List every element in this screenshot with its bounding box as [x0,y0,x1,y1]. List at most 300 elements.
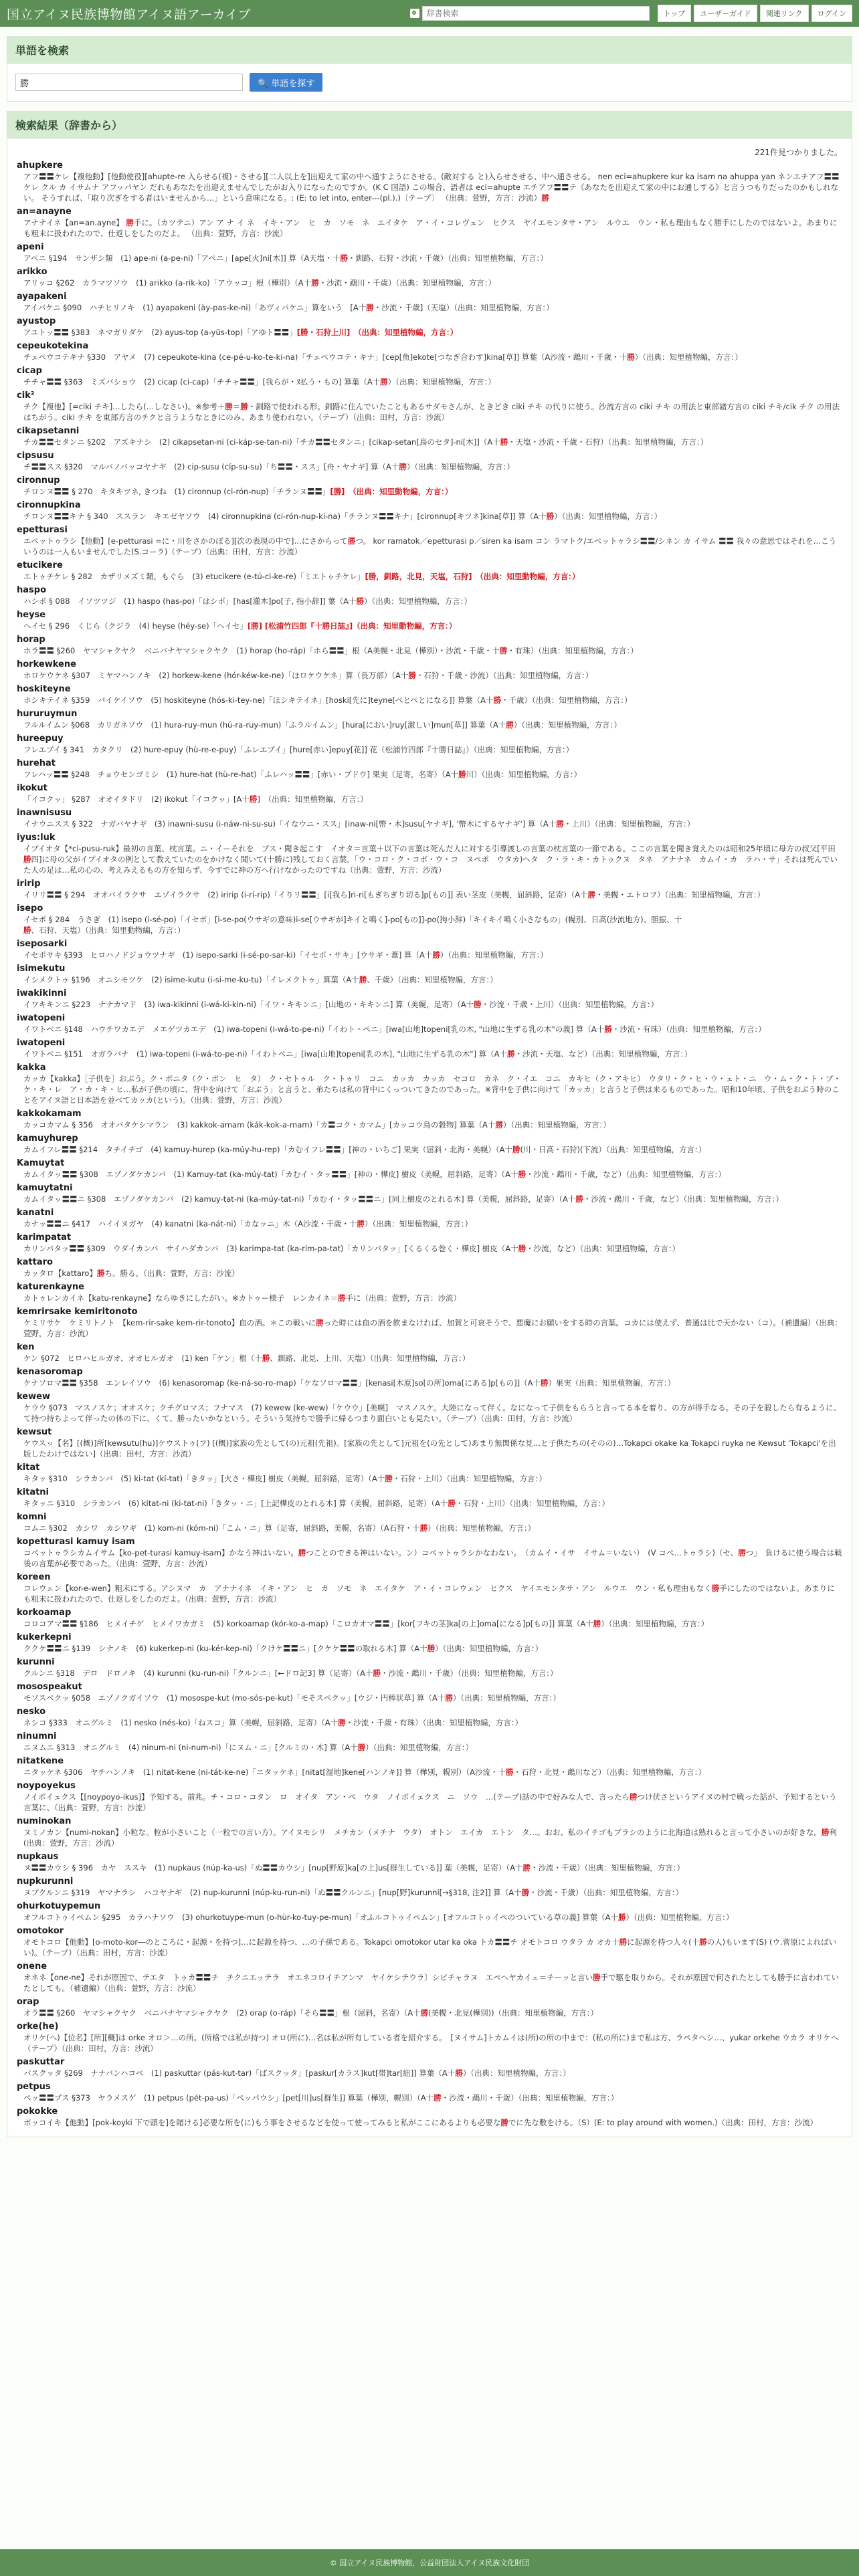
entry-headword[interactable]: iririp [17,879,41,889]
entry-definition [17,1024,842,1035]
entry-text: 手にしたのではないよ。あまりにも粗末に扱われたので、仕返しをしたのだよ。（出典：萱野，方言：沙流） [23,1584,835,1604]
entry-headword[interactable]: cironnupkina [17,500,81,510]
entry-highlight: 勝 [507,1049,515,1059]
entry-definition [17,401,842,423]
result-entry [17,1731,842,1753]
entry-text: ）（出典：知里植物編，方言：） [387,377,496,387]
result-entry [17,903,842,936]
entry-text: アリッコ §262 カラマツソウ (1) arikko (a-rik-ko)「アウッコ」根（樺別）（A十 [23,278,312,288]
entry-highlight: 勝 [630,1792,638,1802]
result-entry [17,366,842,387]
entry-headword[interactable]: orap [17,1997,39,2007]
entry-headword[interactable]: pokokke [17,2107,58,2117]
entry-headword[interactable]: cicap [17,366,42,376]
result-entry [17,2022,842,2054]
result-entry [17,207,842,239]
entry-text: に起源を持つ人々(十 [627,1937,700,1947]
nav-top[interactable]: トップ [658,5,692,22]
search-panel [7,36,852,102]
entry-text: チク【複他】[=ciki チキ]…したら(…しなさい)。※参考＋ [23,402,225,411]
entry-headword[interactable]: kopetturasi kamuy isam [17,1537,135,1547]
entry-definition [17,302,842,313]
entry-headword[interactable]: etucikere [17,560,63,570]
entry-headword[interactable]: kakkokamam [17,1109,82,1119]
result-entry [17,635,842,656]
entry-highlight: 勝 [249,794,258,804]
entry-highlight: 勝 [366,303,374,312]
entry-text: ・沙流・千歳]（天塩）（出典：知里植物編，方言：） [373,303,554,312]
entry-headword[interactable]: Kamuytat [17,1158,65,1168]
result-entry [17,1038,842,1059]
entry-text: ・釧路、石狩・沙流・千歳）（出典：知里植物編，方言：） [347,253,548,263]
entry-text: ・千歳）（出典：知里植物編，方言：） [501,695,632,705]
entry-text: ・沙流・鵡川・千歳，など）（出典：知里植物編，方言：） [526,1170,727,1179]
entry-highlight: 勝 [385,1474,393,1483]
entry-highlight: 勝 [518,1244,527,1253]
entry-headword[interactable]: koreen [17,1572,51,1582]
entry-text: ニヌムニ §313 オニグルミ (4) ninum-ni (ni-num-ni)「にヌム・ニ」[クルミの・木] 算（A十 [23,1743,358,1752]
entry-headword[interactable]: horap [17,635,45,645]
result-entry [17,1707,842,1728]
result-entry [17,316,842,338]
entry-text: ＝ [232,402,241,411]
entry-text: オネネ【one-ne】それが原因で、テエタ トゥカ〓〓チ チクニエッテラ オエネコロイチアンマ ヤイケシテウラ〕シビチャラヌ エペヘヤカイェ＝チーッと言い [23,1973,593,1982]
entry-text: ・美幌・エトロフ）（出典：知里植物編，方言：） [595,890,765,899]
entry-text: ）（出典：知里植物編，方言：） [634,352,743,362]
entry-definition [17,327,842,338]
entry-text: ネシコ §333 オニグルミ (1) nesko (nés-ko)「ねスコ」算（美幌，屈斜路，足寄）（A十 [23,1718,339,1727]
entry-text: イセポ § 284 うさぎ (1) isepo (i-sé-po)「イセポ」[i-se-po(ウサギの意味)i-se[ウサギが]キイと鳴く]-po[もの]]-po(狗小辞)「キイキイ鳴く小さなもの」(幌別、日高(沙流地方)、胆振、十 [23,915,682,924]
entry-highlight: 勝 [556,819,564,829]
entry-headword[interactable]: apeni [17,242,44,252]
entry-text: ハシポ § 088 イソツツジ (1) haspo (has-po)「はシポ」[has[灌木]po[子, 指小辞]] 葉（A十 [23,597,357,606]
search-icon [410,9,419,18]
result-entry [17,1063,842,1105]
result-entry [17,988,842,1010]
entry-headword[interactable]: hoskiteyne [17,684,71,694]
entry-headword[interactable]: cipsusu [17,451,54,461]
result-entry [17,1208,842,1229]
entry-highlight: 勝 [699,1937,707,1947]
entry-highlight: [勝，釧路，北見，天塩，石狩] （出典：知里動物編，方言：） [365,572,580,581]
entry-definition [17,1144,842,1155]
entry-definition [17,2117,842,2128]
entry-headword[interactable]: cik² [17,391,35,401]
result-entry [17,1876,842,1898]
entry-highlight: 勝 [711,1584,720,1593]
entry-text: コムニ §302 カシワ カシワギ (1) kom-ni (kóm-ni)「こム・ニ」算（足寄，屈斜路，美幌，名寄）（A石狩・十 [23,1523,420,1533]
entry-headword[interactable]: kakka [17,1063,46,1073]
entry-definition [17,621,842,631]
entry-text: カムイタッ〓〓ニ §308 エゾノダケカンバ (2) kamuy-tat-ni (ka-múy-tat-ni)「カむイ・タッ〓〓ニ」[同上樹皮のとれる木] 算（美幌，屈斜路，足寄）（A十 [23,1194,576,1204]
entry-text: 手に。（カツテニ）アン ア ナ イ ネ イキ・アン ヒ カ ソモ ネ エイタケ ア・イ・コレヴェン ヒクス ヤイエモンタサ・アン ルウエ ウン・私も理由もなく勝手にしたのではないよ。あまりにも粗末に扱われたので、仕返しをしたのだよ。 （出典：萱野，方言：沙流） [23,218,838,238]
entry-headword[interactable]: karimpatat [17,1232,72,1243]
entry-text: ヌ〓〓カウシ § 396 カヤ ススキ (1) nupkaus (núp-ka-us)「ぬ〓〓カウシ」[nup[野原]ka[の上]us[群生している]] 葉（美幌，足寄）（A十 [23,1863,523,1872]
entry-highlight: 勝 [474,1000,482,1009]
entry-definition [17,2092,842,2103]
result-entry [17,267,842,288]
entry-headword[interactable]: hureepuy [17,734,64,744]
entry-text: オラ〓〓 §260 ヤマシャクヤク ベニバナヤマシャクヤク (2) orap (o-ráp)「そら〓〓」根（屈斜，名寄）（A十 [23,2008,421,2018]
entry-headword[interactable]: nitatkene [17,1756,64,1766]
entry-definition [17,1523,842,1533]
entry-highlight: 勝 [505,1767,514,1777]
entry-definition [17,253,842,263]
entry-text: ）果実（出典：知里植物編，方言：） [548,1378,676,1388]
results-panel [7,111,852,2137]
word-search-input[interactable] [15,74,243,91]
result-entry [17,1487,842,1509]
result-entry [17,879,842,900]
entry-headword[interactable]: iwatopeni [17,1038,66,1048]
entry-headword[interactable]: horkewkene [17,659,76,669]
entry-definition [17,1618,842,1629]
entry-headword[interactable]: kamuyhurep [17,1134,78,1144]
entry-headword[interactable]: an=anayne [17,207,72,217]
entry-headword[interactable]: heyse [17,610,46,620]
entry-headword[interactable]: kemrirsake kemiritonoto [17,1307,138,1317]
entry-text: 、石狩、天塩）（出典：知里動物編，方言：） [31,926,185,935]
entry-definition [17,1049,842,1059]
entry-headword[interactable]: komni [17,1512,47,1522]
entry-headword[interactable]: iyus:luk [17,833,56,843]
result-entry [17,1134,842,1155]
entry-text: ホシキテイネ §359 バイケイソウ (5) hoskiteyne (hós-ki-tey-ne)「ほシキテイネ」[hoski[先に]teyne[ぺとぺとになる]] 算葉（A十 [23,695,494,705]
entry-highlight: 勝 [627,352,635,362]
entry-headword[interactable]: paskuttar [17,2057,65,2067]
entry-highlight: 勝 [540,1378,549,1388]
entry-text: アペニ §194 サンザシ類 (1) ape-ni (a-pe-ni)「アペニ」[ape[火]ni[木]] 算（A天塩・十 [23,253,341,263]
entry-text: (川・日高・石狩)(下流）（出典：知里植物編，方言：） [520,1145,706,1154]
result-entry [17,585,842,607]
header-search-input[interactable] [422,6,650,21]
entry-text: 手で駆を取りから。それが原因で何されたとしても勝手に言われていたとしても。（補遺編）（出典：萱野，方言：沙流） [23,1973,840,1993]
entry-text: フルルイムン §068 カリガネソウ (1) hura-ruy-mun (hú-ra-ruy-mun)「ふラルイムン」[hura[におい]ruy[激しい]mun[草]] 算葉（A十 [23,720,506,730]
result-entry [17,783,842,804]
entry-text: アイパケニ §090 ハチヒリノキ (1) ayapakeni (ày-pas-ke-ni)「あヴィパケニ」算をいう [A十 [23,303,367,312]
entry-headword[interactable]: hurehat [17,758,56,768]
result-entry [17,500,842,522]
footer-copyright: © 国立アイヌ民族博物館，公益財団法人アイヌ民族文化財団 [329,2559,530,2567]
entry-headword[interactable]: haspo [17,585,47,595]
entry-headword[interactable]: orke(he) [17,2022,59,2032]
result-entry [17,391,842,423]
entry-definition [17,1887,842,1898]
result-entry [17,1756,842,1778]
nav-related-links[interactable]: 関連リンク [760,5,809,22]
entry-definition [17,1547,842,1569]
entry-highlight: 勝 [340,253,348,263]
entry-headword[interactable]: noypoyekus [17,1781,76,1791]
entry-definition [17,843,842,875]
entry-highlight: 勝 [96,1269,105,1278]
entry-headword[interactable]: onene [17,1961,47,1971]
result-entry [17,525,842,557]
entry-text: ）（出典：知里植物編，方言：） [365,1743,474,1752]
entry-text: 四]に母の父がイプイオタの例として教えていたのをかけなく聞いて(十勝に)残しておく言葉。「ウ・コロ・ク・コボ・ウ・コ ヌペポ ウタカ)ヘタ ク・ラ・キ・カトゥクヌ タネ アナナネ カムイ・カ ラハ・サ」それは死んでいた人の足は…私の心の、考えみえるもの方を知らず、今すでに神の方へ行けなかったのですね（出典：萱野，方言：沙流） [23,855,838,875]
entry-definition [17,889,842,900]
entry-highlight: 勝 [518,1170,527,1179]
entry-highlight: 勝 [512,1145,520,1154]
result-entry [17,2107,842,2128]
result-entry [17,242,842,263]
nav-user-guide[interactable]: ユーザーガイド [694,5,757,22]
entry-definition [17,1498,842,1509]
entry-highlight: 勝 [359,975,367,984]
entry-highlight: 勝 [618,1913,626,1922]
entry-definition [17,819,842,829]
entry-highlight: 勝 [448,1499,456,1508]
entry-text: チチャ〓〓 §363 ミズバショウ (2) cicap (ci-cap)「チチャ〓〓」[我らが・ﾇ払う・もの] 算葉（A十 [23,377,381,387]
entry-definition [17,1767,842,1778]
entry-headword[interactable]: cepeukotekina [17,341,89,351]
entry-headword[interactable]: iwakikinni [17,988,67,998]
entry-text: った時には血の酒を飲まなければ、加賀と可哀そうで、悪魔にお願いをする時の言葉。コカには使えず、普通は比で天かない（コ）。（補遺編）（出典：萱野，方言：沙流） [23,1318,842,1338]
entry-definition [17,1268,842,1279]
entry-text: つ。 kor ramatok／epetturasi p／siren ka isam コン ラマトク/エペットゥラシ〓〓/シネン カ イサム 〓〓 我々の意思ではそれを…こういうのは一人もいませんでした(S.コーラ)（テープ）（出典：田村，方言：沙流） [23,536,837,556]
entry-headword[interactable]: hururuymun [17,709,78,719]
entry-text: オフルコトゥイペムン §295 カラハナソウ (3) ohurkotuype-mun (o-hùr-ko-tuy-pe-mun)「オふルコトゥイペムン」[オフルコトゥイペのついている草の義] 算葉（A十 [23,1913,619,1922]
entry-text: カナッ〓〓ニ §417 ハイイヌガヤ (4) kanatni (ka-nát-ni)「カなッニ」木（A沙流・千歳・十 [23,1219,357,1228]
entry-headword[interactable]: inawnisusu [17,808,72,818]
entry-definition [17,950,842,960]
result-entry [17,734,842,755]
result-count: 221件見つかりました。 [755,148,842,157]
entry-headword[interactable]: petpus [17,2082,51,2092]
entry-highlight: 勝 [316,1318,324,1327]
entry-definition [17,1194,842,1204]
entry-headword[interactable]: kurunni [17,1657,55,1667]
entry-definition [17,1402,842,1424]
entry-highlight: 勝 [427,1644,436,1653]
entry-text: ・沙流・千歳）（出典：知里植物編，方言：） [531,1863,685,1872]
entry-definition [17,1119,842,1130]
entry-text: ヌミノカン【numi-nokan】小粒な。粒が小さいこと（一粒での言い方）。アイヌモシリ メチカン（メチナ ウタ） オトン エイカ エトン タ…。おお、私のイチゴもブラシのように北海道は熟れると言って小さいのが好きな。 [23,1828,822,1837]
entry-text: キタッニ §310 シラカンバ (6) kitat-ni (ki-tat-ni)「きタッ・ニ」[上記樺皮のとれる木] 算（美幌，屈斜路，足寄）（A十 [23,1499,448,1508]
entry-text: フレエプイ § 341 カタクリ (2) hure-epuy (hù-re-e-puy)「ふレエプイ」[hure[赤い]epuy[花]] 花（松浦竹四郎『十勝日誌』）（出典：知里植物編，方言：） [23,745,574,754]
entry-highlight: 勝 [408,671,416,680]
result-entry [17,684,842,706]
entry-definition [17,1353,842,1364]
entry-headword[interactable]: iwatopeni [17,1013,66,1023]
site-header [0,0,859,27]
site-footer [0,2549,859,2576]
entry-text: ）（出典：知里植物編，方言：） [406,462,514,471]
header-search [410,6,650,21]
entry-headword[interactable]: ayustop [17,316,56,326]
result-entry [17,1158,842,1180]
result-entry [17,292,842,313]
entry-highlight: 勝 [593,1973,601,1982]
result-entry [17,560,842,582]
entry-text: チロンヌ〓〓 § 270 キタキツネ, きつね (1) cironnup (ci-rón-nup)「チランヌ〓〓」 [23,487,330,496]
entry-headword[interactable]: nupkaus [17,1852,59,1862]
entry-highlight: 勝 [357,1219,365,1228]
entry-highlight: 勝 [495,1120,503,1130]
result-entry [17,833,842,875]
entry-text: イワトペニ §148 ハウチワカエデ メエゲツカエデ (1) iwa-topeni (i-wá-to-pe-ni)「イわト・ペニ」[iwa[山地]topeni[乳の木, "山地に生ずる乳の木"の義] 算（A十 [23,1025,605,1034]
entry-text: ち。勝る。（出典：萱野，方言：沙流） [104,1269,240,1278]
entry-text: ククケ〓〓ニ §139 シナノキ (6) kukerkep-ni (ku-kér-kep-ni)「クけケ〓〓ニ」[クケケ〓〓の取れる木] 算（A十 [23,1644,427,1653]
entry-highlight: 勝 [575,1194,583,1204]
entry-text: ポッコイキ【他動】[pok-koyki 下で頭を]を賭ける]必要な所を(に)もう事をさせるなどを使って使ってみると私がここにあるよりも必要な [23,2118,501,2127]
entry-text: クルンニ §318 デロ ドロノキ (4) kurunni (ku-run-ni)「クルンニ」[←ドロ記3] 算（足寄）（A十 [23,1669,373,1678]
result-entry [17,964,842,985]
entry-highlight: 勝 [499,646,508,655]
entry-definition [17,1862,842,1873]
entry-text: カッカ【kakka】［子供を］おぶう。ク・ポニタ（ク・ポン ヒ タ） ク・セトゥル ク・トゥリ コニ カッカ カッカ セコロ カネ ク・イエ コニ カキヒ（ク・アキヒ） ウタリ・ク・ヒ・ウ・ェト・ニ ウ・ム・ク・ト・プ・ケ・キ・レ ア・カ・キ・ヒ…私が子供の頃に、背中を向けて「おぶう」と言うと、弟たちは私の背中にくっついてきたのであった。※背中を子供に向けて「カッカ」と言うと子供は来るものであった。昭和10年頃、子供をおぶう時のことをアイヌ語と日本語を並べてカッカ(という)。（出典：萱野，方言：沙流） [23,1074,841,1105]
entry-text: ・沙流，など）（出典：知里植物編，方言：） [526,1244,680,1253]
entry-headword[interactable]: kenasoromap [17,1367,83,1377]
entry-definition [17,1293,842,1303]
entry-text: ）（出典：知里植物編，方言：） [502,1120,611,1130]
entry-text: つけ伏さというアイヌの村で戦った話が、予知するという言葉に、（出典：萱野，方言：沙流） [23,1792,837,1812]
entry-text: 利(出典：萱野，方言：沙流） [23,1828,837,1848]
entry-headword[interactable]: ikokut [17,783,47,793]
result-entry [17,341,842,362]
entry-text: チカ〓〓セタンニ §202 アズキナシ (2) cikapsetan-ni (ci-káp-se-tan-ni)「チカ〓〓セタンニ」[cikap-setan[鳥のセタ]-ni[木]]（A十 [23,437,500,447]
entry-highlight: [勝・石狩上川] （出典：知里植物編，方言：） [296,328,458,337]
entry-headword[interactable]: nesko [17,1707,46,1717]
entry-headword[interactable]: ninumni [17,1731,57,1741]
result-entry [17,1608,842,1629]
entry-text: チ〓〓スス §320 マルバノバッコヤナギ (2) cip-susu (cíp-su-su)「ち〓〓・スス」[舟・ヤナギ] 算（A十 [23,462,399,471]
entry-highlight: 勝 [458,770,466,779]
entry-headword[interactable]: numinokan [17,1816,72,1826]
entry-text: ・沙流・千歳・上川）（出典：知里植物編，方言：） [481,1000,659,1009]
entry-definition [17,1378,842,1388]
entry-headword[interactable]: kewsut [17,1427,52,1437]
entry-definition [17,377,842,387]
entry-highlight: 勝 [262,1354,270,1363]
entry-text: モソスペクッ §058 エゾノクガイソウ (1) mosospe-kut (mo-sós-pe-kut)「モそスペクッ」[ウジ・円棒状草] 算（A十 [23,1693,446,1703]
result-entry [17,758,842,780]
entry-definition [17,437,842,447]
entry-text: イプイオタ【*ci-pusu-ruk】最初の言葉、枕言葉。ニ・イーそれを ブス・聞き起こす イオタ＝言葉＋以下の言葉は死んだ人に対する引導渡しの言葉の枕言葉の一節である。ここの言葉を聞き覚えたのは昭和25年頃に母方の叔父[平田 [23,844,836,853]
entry-headword[interactable]: epetturasi [17,525,68,535]
entry-headword[interactable]: kewew [17,1392,50,1402]
entry-text: ニタッケネ §306 ヤチハンノキ (1) nitat-kene (ni-tát-ke-ne)「ニタッケネ」[nitat[湿地]kene[ハンノキ]] 算（樺別，幌別）（A沙流・十 [23,1767,506,1777]
entry-text: つことのできる神はいない。ン）コペットゥラシかなわない。 （カムイ・イサ イサム＝いない） (V コペ…トゥラシ)（セ、 [306,1548,739,1558]
entry-text: 川）（出典：知里植物編，方言：） [466,770,582,779]
entry-definition [17,999,842,1010]
entry-text: カムイフレ〓〓 §214 タチイチゴ (4) kamuy-hurep (ka-múy-hu-rep)「カむイフレ〓〓」[神の・いちご] 果実（屈斜・北海・美幌）（A十 [23,1145,512,1154]
entry-headword[interactable]: cikapsetanni [17,426,80,436]
entry-definition [17,1218,842,1229]
entry-text: イワトペニ §151 オガラバナ (1) iwa-topeni (i-wá-to-pe-ni)「イわトペニ」[iwa[山地]topeni[乳の木], "山地に生ずる乳の木"] 算（A十 [23,1049,508,1059]
entry-text: ・石狩・上川）（出典：知里植物編，方言：） [392,1474,547,1483]
entry-headword[interactable]: kitatni [17,1487,50,1497]
header-nav [658,5,852,22]
entry-highlight: 勝 [493,695,502,705]
entry-headword[interactable]: isimekutu [17,964,66,974]
entry-text: ホロケウケネ §307 ミヤマハンノキ (2) horkew-kene (hór-kéw-ke-ne)「ほロケウケネ」算（長万部）（A十 [23,671,409,680]
entry-definition [17,695,842,706]
result-entry [17,1816,842,1848]
entry-headword[interactable]: korkoamap [17,1608,72,1618]
entry-headword[interactable]: omotokor [17,1926,64,1936]
entry-headword[interactable]: kukerkepni [17,1632,72,1642]
entry-text: アユトッ〓〓 §383 ネマガリダケ (2) ayus-top (a-yüs-top)「アゆト〓〓」 [23,328,297,337]
nav-login[interactable]: ログイン [812,5,852,22]
result-entry [17,1257,842,1279]
entry-text: 、釧路、北見、上川、天塩）（出典：知里植物編，方言：） [270,1354,470,1363]
entry-definition [17,1473,842,1484]
entry-definition [17,1438,842,1459]
entry-highlight: 勝 [311,278,319,288]
entry-headword[interactable]: kanatni [17,1208,54,1218]
entry-headword[interactable]: ayapakeni [17,292,67,302]
entry-headword[interactable]: nupkurunni [17,1876,74,1887]
entry-definition [17,670,842,681]
result-entry [17,1781,842,1813]
result-entry [17,426,842,447]
entry-highlight: 勝 [506,720,514,730]
entry-highlight: [勝] [松浦竹四郎『十勝日誌』]（出典：知里動物編，方言：） [247,621,457,631]
entry-highlight: 勝 [587,890,596,899]
entry-text: ・石狩・北見・鵡川など）（出典：知里植物編，方言：） [513,1767,706,1777]
result-entry [17,1427,842,1459]
entry-highlight: 勝 [434,2093,442,2103]
entry-headword[interactable]: iseposarki [17,939,68,949]
result-entry [17,1632,842,1654]
entry-highlight: 勝 [399,462,407,471]
entry-headword[interactable]: cironnup [17,475,60,486]
entry-headword[interactable]: kitat [17,1463,40,1473]
entry-definition [17,1169,842,1180]
entry-definition [17,278,842,288]
entry-headword[interactable]: ohurkotuypemun [17,1901,101,1911]
search-word-button[interactable]: 🔍 単語を探す [250,73,322,92]
entry-definition [17,511,842,522]
site-title[interactable]: 国立アイヌ民族博物館アイヌ語アーカイブ [7,7,251,22]
result-entry [17,2057,842,2078]
entry-headword[interactable]: kattaro [17,1257,53,1267]
entry-highlight: 勝 [23,926,31,935]
entry-headword[interactable]: ahupkere [17,160,63,171]
entry-headword[interactable]: kamuytatni [17,1183,73,1193]
entry-text: ）（出典：知里植物編，方言：） [435,1644,543,1653]
entry-text: ケウウ §073 マスノスケ；オオスケ；クチグロマス；フナマス (7) kewew (ke-wew)「ケウウ」[美幌] マスノスケ。大陸になって伴く。なになって子供をもらうと言ってる本を着り、の方が得手なる。その子を殺したら有るように、て持つ持ちよって伴ったの体の下に、くて、勝ったいかなという。そういう気持ちで勝手に帰るつまり面白いとも見たい。（テープ）（出典：田村，方言：沙流） [23,1403,842,1423]
entry-definition [17,536,842,557]
entry-headword[interactable]: katurenkayne [17,1282,84,1292]
entry-text: ペッ〓〓プス §373 ヤラメスゲ (1) petpus (pét-pa-us)「ぺッパウシ」[pet[川]us[群生]] 算葉（樺別，幌別）（A十 [23,2093,434,2103]
entry-definition [17,645,842,656]
entry-text: チェペウコテキナ §330 アヤメ (7) cepeukote-kina (ce-pé-u-ko-te-ki-na)「チェペウコテ・キナ」[cep[魚]ekote[つなぎ合わす]kina[草]] 算葉（A沙流・鵡川・千歳・十 [23,352,628,362]
entry-definition [17,1717,842,1728]
entry-highlight: 勝 [522,1863,531,1872]
entry-definition [17,2032,842,2054]
entry-headword[interactable]: mosospeakut [17,1682,82,1692]
entry-headword[interactable]: ken [17,1342,35,1352]
entry-headword[interactable]: arikko [17,267,47,277]
entry-text: イリリ〓〓 § 294 オオバイラクサ エゾイラクサ (2) iririp (i-rí-rip)「イりリ〓〓」[i[我ら]ri-ri[もぎちぎり切る]p[もの]] 表い茎皮（美幌，屈斜路，足寄）（A十 [23,890,588,899]
entry-definition [17,217,842,239]
entry-headword[interactable]: isepo [17,903,43,914]
entry-text: 、千歳）（出典：知里植物編，方言：） [367,975,498,984]
entry-text: ）（出典：知里植物編，方言：） [462,2068,571,2078]
entry-text: ヌプクルンニ §319 ヤマナラシ ハコヤナギ (2) nup-kurunni (núp-ku-run-ni)「ぬ〓〓クルンニ」[nup[野]kurunni[→§318, 注2]] 算（A十 [23,1888,522,1897]
entry-text: カトゥレンカイネ【katu-renkayne】ならゆきにしたがい。※カトゥー様子 レンカイネ＝ [23,1293,339,1303]
result-entry [17,1997,842,2018]
entry-definition [17,1912,842,1923]
entry-text: ・沙流・天塩、など）（出典：知里植物編，方言：） [514,1049,692,1059]
entry-text: カッタロ【kattaro】 [23,1269,97,1278]
entry-text: ケナソロマ〓〓 §358 エンレイソウ (6) kenasoromap (ke-ná-so-ro-map)「ケなソロマ〓〓」[kenasi[木原]so[の所]oma[にある]p[もの]]（A十 [23,1378,541,1388]
entry-text: ・天塩・沙流・千歳・石狩）（出典：知里植物編，方言：） [508,437,708,447]
entry-definition [17,1937,842,1958]
result-entry [17,1232,842,1254]
